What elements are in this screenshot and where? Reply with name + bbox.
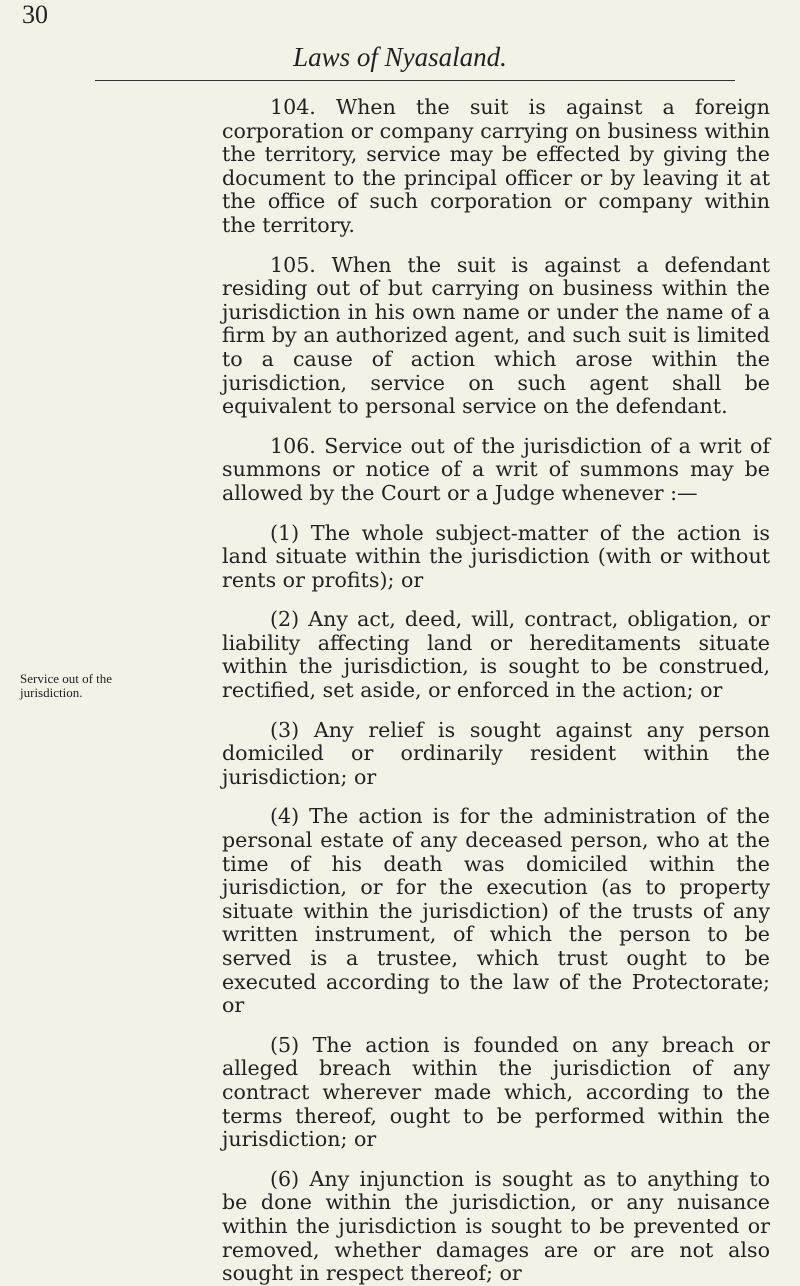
header-rule <box>95 80 735 81</box>
body-text <box>222 96 770 1286</box>
section-105: 105. When the suit is against a defendant residing out of but carrying on business within the jurisdiction in his own name or under the name of a firm by an authorized agent, and such suit is limited to a cause of action which arose within the jurisdiction, service on such agent shall be equivalent to personal service on the defendant. <box>222 252 770 419</box>
section-106: 106. Service out of the jurisdiction of a writ of summons or notice of a writ of summons may be allowed by the Court or a Judge whenever :— <box>222 433 770 505</box>
clause-3: (3) Any relief is sought against any person domiciled or ordinarily resident within the jurisdiction; or <box>222 717 770 789</box>
clause-1: (1) The whole subject-matter of the action is land situate within the jurisdiction (with or without rents or profits); or <box>222 520 770 592</box>
clause-6: (6) Any injunction is sought as to anything to be done within the jurisdiction, or any nuisance within the jurisdiction is sought to be prevented or removed, whether damages are or are not also sought in respect thereof; or <box>222 1166 770 1286</box>
clause-4: (4) The action is for the administration of the personal estate of any deceased person, who at the time of his death was domiciled within the jurisdiction, or for the execution (as to property situate within the jurisdiction) of the trusts of any written instrument, of which the person to be served is a trustee, which trust ought to be executed according to the law of the Protectorate; or <box>222 804 770 1018</box>
clause-2: (2) Any act, deed, will, contract, obligation, or liability affecting land or hereditaments situate within the jurisdiction, is sought to be construed, rectified, set aside, or enforced in the action; or <box>222 607 770 703</box>
clause-5: (5) The action is founded on any breach or alleged breach within the jurisdiction of any contract wherever made which, according to the terms thereof, ought to be performed within the jurisdiction; or <box>222 1032 770 1152</box>
running-title: Laws of Nyasaland. <box>293 42 507 72</box>
margin-note: Service out of the jurisdiction. <box>20 671 113 700</box>
page-number: 30 <box>22 0 48 29</box>
section-104: 104. When the suit is against a foreign corporation or company carrying on business within the territory, service may be effected by giving the document to the principal officer or by leaving it at the office of such corporation or company within the territory. <box>222 95 770 237</box>
